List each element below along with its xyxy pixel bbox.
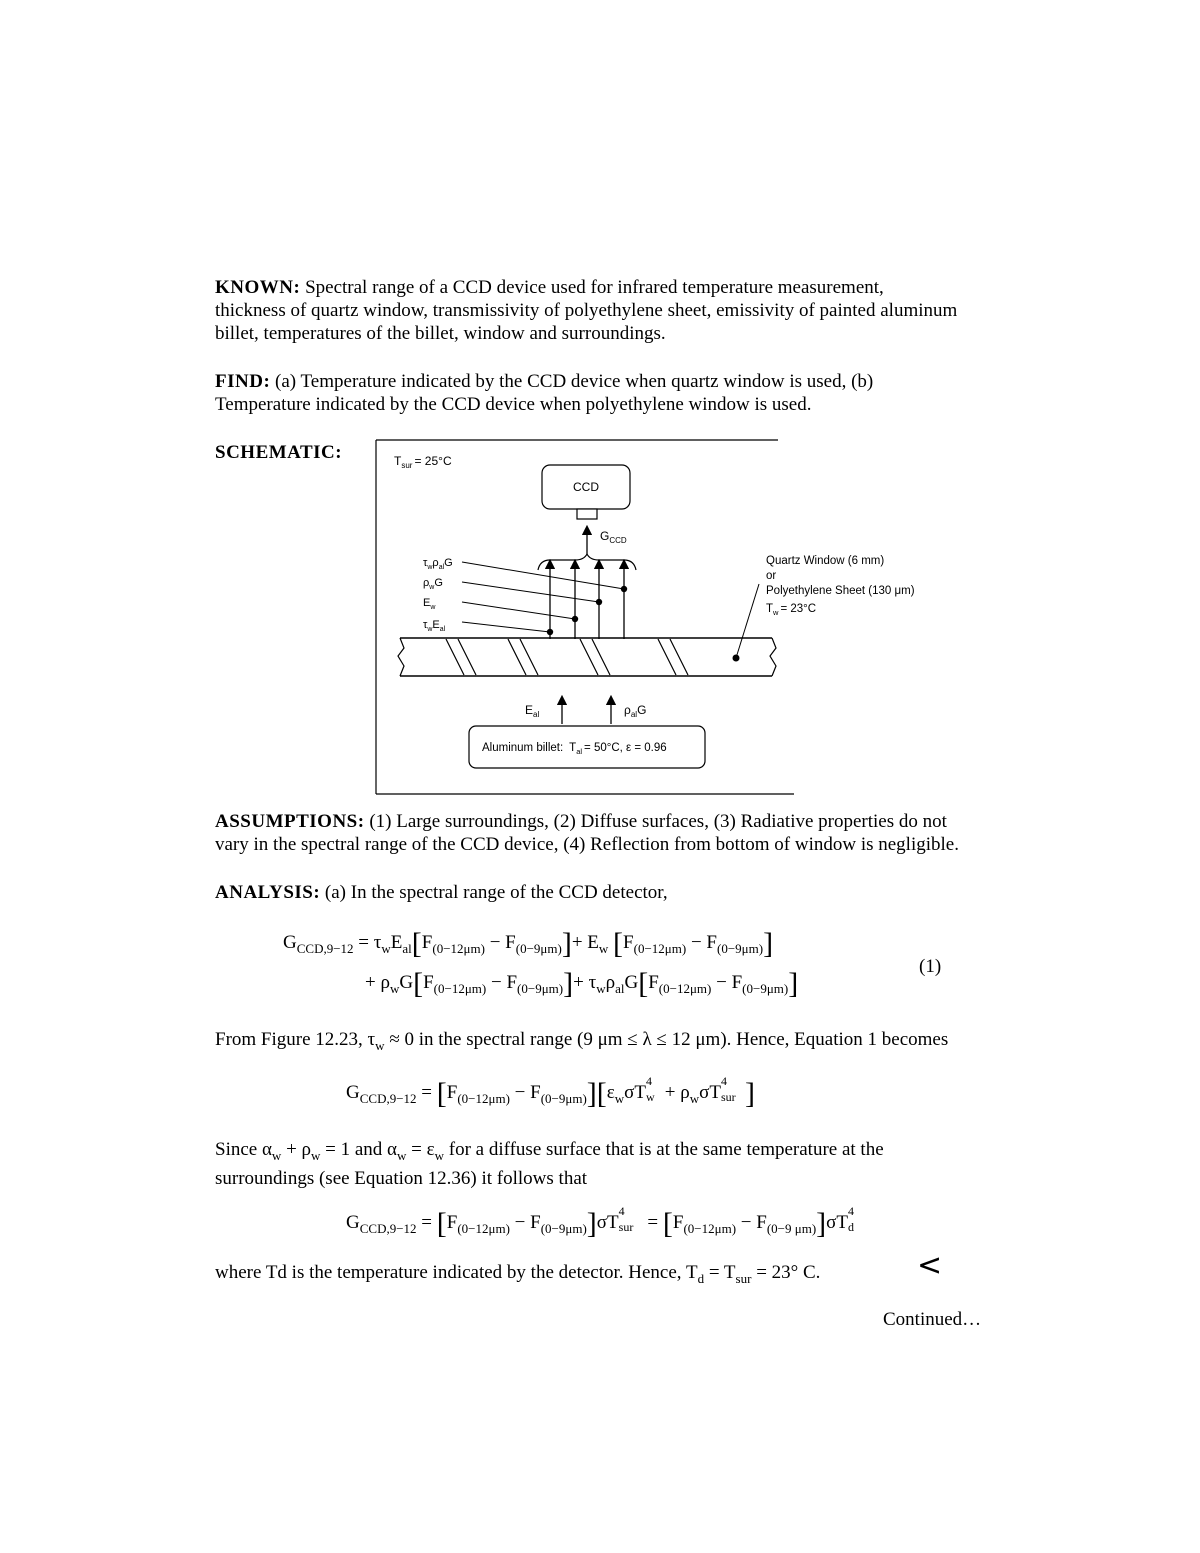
leader-2 (462, 582, 599, 602)
label-rho-g: $\rho_wG$ (423, 577, 443, 591)
rhog-label: $\rho_{al}G$ (624, 703, 647, 719)
window-label-2: Polyethylene Sheet (130 μm) (766, 585, 915, 597)
assumptions-line-1 (215, 810, 1015, 833)
from-text-a: From Figure 12.23, τ (215, 1029, 376, 1050)
eal-label: $E_{al}$ (525, 703, 540, 719)
dot-1 (621, 586, 627, 592)
find-text-1: (a) Temperature indicated by the CCD device when quartz window is used, (b) (275, 371, 874, 392)
find-line-1 (215, 370, 1015, 393)
known-line-3: billet, temperatures of the billet, window and surroundings. (215, 323, 666, 344)
equation-3: $G_{CCD,9-12} = [F_{(0-12\mu m)} - F_{(0-9\mu m)}]\sigma T$ 4 sur = $[F_{(0-12\mu m)} - F_{(0-9 \mu m)}]\sigma T$ 4 d (346, 1204, 855, 1240)
find-line-2: Temperature indicated by the CCD device when polyethylene window is used. (215, 394, 812, 415)
label-e: $E_w$ (423, 597, 436, 611)
dot-3 (572, 616, 578, 622)
equation-2: $G_{CCD,9-12} = [F_{(0-12\mu m)} - F_{(0-9\mu m)}][\varepsilon_w\sigma T$ 4 w + $\rho_w\sigma T$ 4 sur ] (346, 1074, 755, 1110)
assumptions-label: ASSUMPTIONS: (215, 811, 365, 832)
window-hatch (446, 639, 688, 675)
label-tau-e: $\tau_wE_{al}$ (423, 619, 446, 633)
analysis-intro-text: (a) In the spectral range of the CCD detector, (324, 882, 668, 903)
where-text: where Td is the temperature indicated by the detector. Hence, $T_d = T_{sur} = 23^\circ$ C. (215, 1262, 821, 1286)
label-tau-rho-g: $\tau_w\rho_{al}G$ (423, 557, 453, 571)
window-dot (733, 655, 740, 662)
schematic-label: SCHEMATIC: (215, 442, 343, 463)
from-text-sub: w (375, 1038, 385, 1053)
since-line-2: surroundings (see Equation 12.36) it follows that (215, 1168, 588, 1189)
from-figure-text (215, 1028, 948, 1057)
ccd-lens (577, 509, 597, 519)
window-label-or: or (766, 570, 777, 582)
known-text-1: Spectral range of a CCD device used for infrared temperature measurement, (305, 277, 884, 298)
gccd-label: $G_{CCD}$ (600, 529, 627, 545)
leader-3 (462, 602, 575, 619)
known-label: KNOWN: (215, 277, 301, 298)
dot-4 (547, 629, 553, 635)
find-label: FIND: (215, 371, 271, 392)
window-temp: $T_w = 23^\circ C$ (766, 603, 817, 617)
since-text (215, 1138, 1015, 1190)
window-label-1: Quartz Window (6 mm) (766, 555, 885, 567)
known-line-1 (215, 276, 1015, 299)
break-left (398, 638, 404, 676)
find-section (215, 370, 1015, 416)
equation-1-line-1: $G_{CCD,9-12} = \tau_wE_{al}[F_{(0-12\mu m)} - F_{(0-9\mu m)}]+ E_w$ $[F_{(0-12\mu m)} - F_{(0-9\mu m)}]$ (283, 927, 774, 960)
window-leader (736, 584, 759, 658)
break-right (770, 638, 776, 676)
analysis-label: ANALYSIS: (215, 882, 321, 903)
continued-text: Continued… (883, 1309, 982, 1330)
tsur-label: $T_{sur} = 25^\circ C$ (394, 454, 452, 470)
known-section (215, 276, 1015, 345)
known-line-2: thickness of quartz window, transmissivity of polyethylene sheet, emissivity of painted aluminum (215, 300, 958, 321)
schematic-diagram (370, 434, 915, 800)
answer-mark: < (917, 1248, 943, 1283)
analysis-intro (215, 881, 1015, 904)
ccd-label: CCD (573, 480, 599, 494)
assumptions-text-1: (1) Large surroundings, (2) Diffuse surfaces, (3) Radiative properties do not (369, 811, 947, 832)
assumptions-section (215, 810, 1015, 856)
equation-1-line-2: + $\rho_wG[F_{(0-12\mu m)} - F_{(0-9\mu m)}]+ \tau_w\rho_{al}G[F_{(0-12\mu m)} - F_{(0-9\mu m)}]$ (365, 967, 799, 1000)
assumptions-line-2: vary in the spectral range of the CCD device, (4) Reflection from bottom of window is negligible. (215, 834, 959, 855)
equation-number: (1) (919, 956, 942, 977)
since-line-1: Since $\alpha_w + \rho_w = 1$ and $\alpha_w = \varepsilon_w$ for a diffuse surface that is at the same temperature at the (215, 1139, 884, 1163)
leader-1 (462, 562, 624, 589)
brace (538, 554, 636, 570)
dot-2 (596, 599, 602, 605)
billet-label: Aluminum billet: $T_{al} = 50^\circ C$, ε = 0.96 (482, 742, 667, 756)
from-text-b: ≈ 0 in the spectral range (9 μm ≤ λ ≤ 12 μm). Hence, Equation 1 becomes (389, 1029, 949, 1050)
leader-4 (462, 622, 550, 632)
